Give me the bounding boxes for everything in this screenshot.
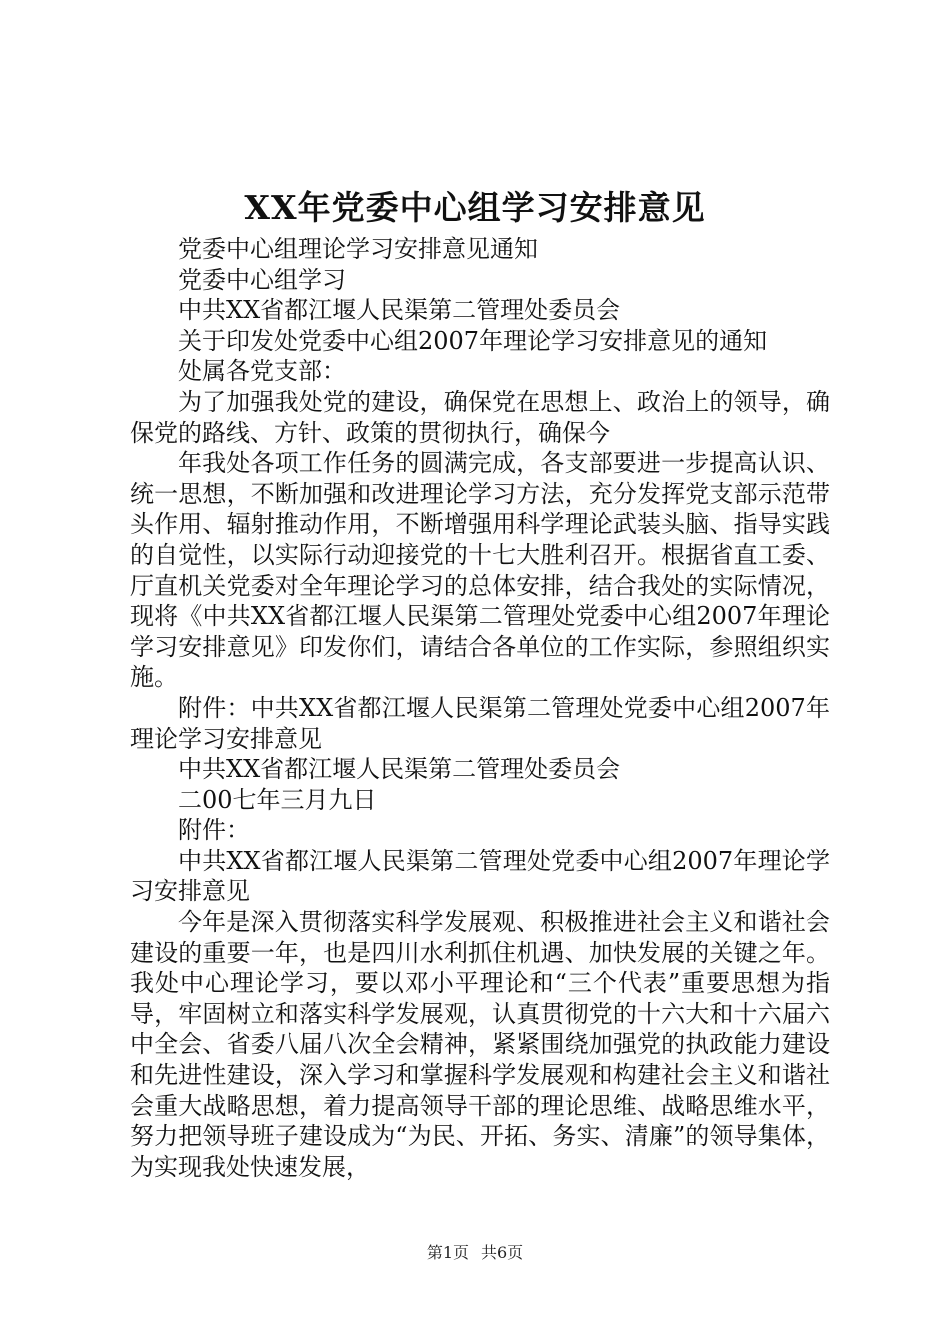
paragraph-subject: 党委中心组学习 [178,265,346,294]
paragraph-notice-heading: 关于印发处党委中心组2007年理论学习安排意见的通知 [178,326,768,355]
page-number-total: 共6页 [481,1243,524,1262]
document-title: XX年党委中心组学习安排意见 [244,188,706,227]
paragraph-attachment-label: 附件： [178,816,250,845]
paragraph-issuer: 中共XX省都江堰人民渠第二管理处委员会 [178,296,621,325]
paragraph-instructions: 年我处各项工作任务的圆满完成，各支部要进一步提高认识、统一思想，不断加强和改进理论学习方法，充分发挥党支部示范带头作用、辐射推动作用，不断增强用科学理论武装头脑、指导实践的自觉性，以实际行动迎接党的十七大胜利召开。根据省直工委、厅直机关党委对全年理论学习的总体安排，结合我处的实际情况，现将《中共XX省都江堰人民渠第二管理处党委中心组2007年理论学习安排意见》印发你们，请结合各单位的工作实际，参照组织实施。 [130,449,830,692]
paragraph-notice-title: 党委中心组理论学习安排意见通知 [178,235,538,263]
paragraph-date: 二00七年三月九日 [178,785,377,814]
page-number-current: 第1页 [426,1243,469,1262]
paragraph-attachment-ref: 附件：中共XX省都江堰人民渠第二管理处党委中心组2007年理论学习安排意见 [130,693,830,753]
paragraph-body-main: 今年是深入贯彻落实科学发展观、积极推进社会主义和谐社会建设的重要一年，也是四川水利抓住机遇、加快发展的关键之年。我处中心理论学习，要以邓小平理论和“三个代表”重要思想为指导，牢固树立和落实科学发展观，认真贯彻党的十六大和十六届六中全会、省委八届八次全会精神，紧紧围绕加强党的执政能力建设和先进性建设，深入学习和掌握科学发展观和构建社会主义和谐社会重大战略思想，着力提高领导干部的理论思维、战略思维水平，努力把领导班子建设成为“为民、开拓、务实、清廉”的领导集体，为实现我处快速发展， [130,908,830,1181]
document-body [130,234,830,1182]
paragraph-addressee: 处属各党支部： [178,357,346,386]
paragraph-signature: 中共XX省都江堰人民渠第二管理处委员会 [178,755,621,784]
paragraph-attachment-title: 中共XX省都江堰人民渠第二管理处党委中心组2007年理论学习安排意见 [130,846,830,906]
paragraph-purpose: 为了加强我处党的建设，确保党在思想上、政治上的领导，确保党的路线、方针、政策的贯彻执行，确保今 [130,387,830,447]
page-footer [0,1242,950,1264]
